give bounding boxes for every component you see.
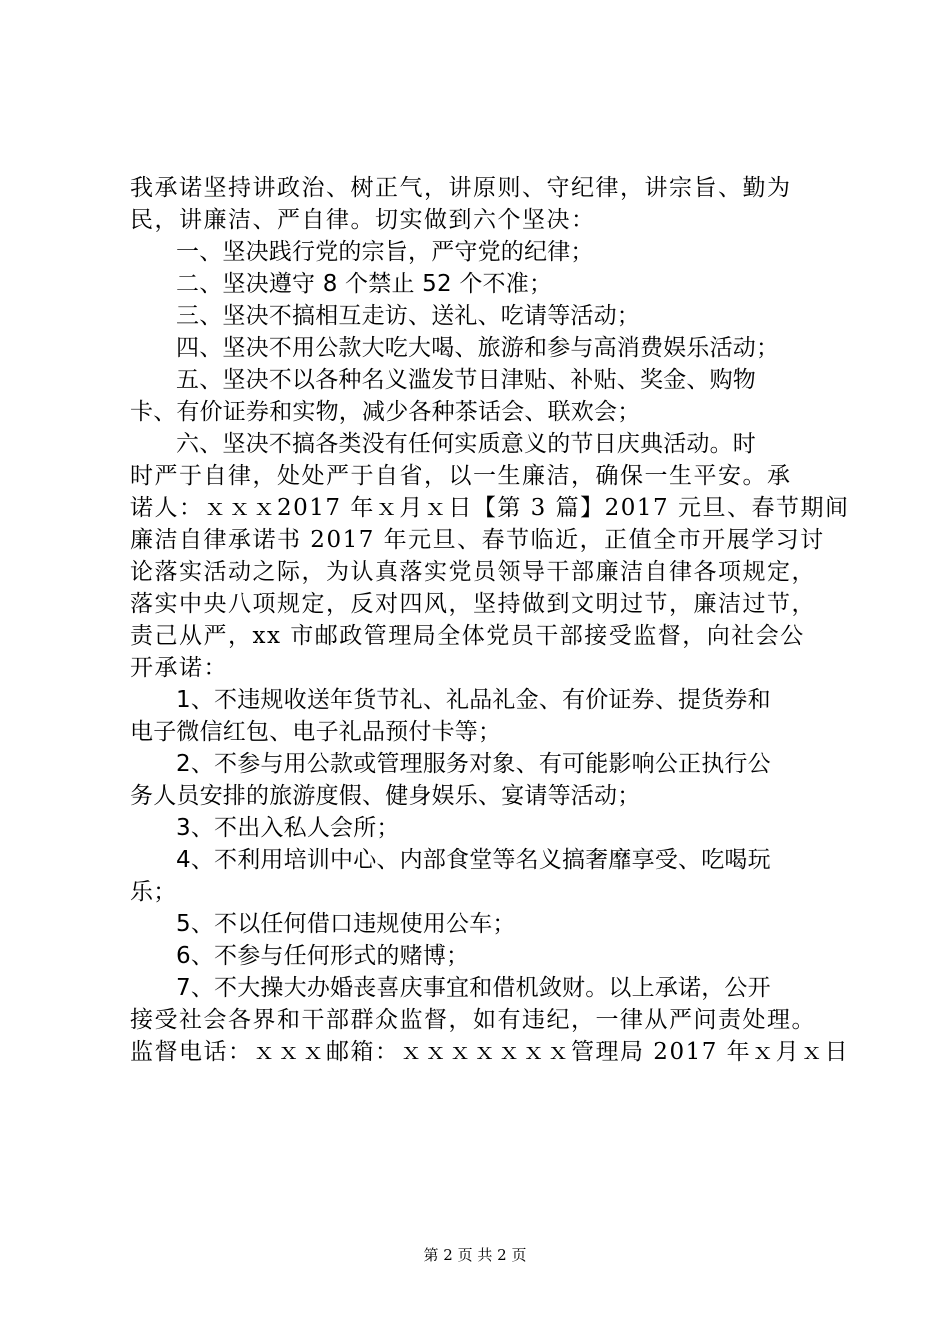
pledge-item-2: 二、坚决遵守 8 个禁止 52 个不准； — [176, 271, 553, 297]
body-line: 廉洁自律承诺书 2017 年元旦、春节临近，正值全市开展学习讨 — [130, 527, 825, 553]
commitment-item-4: 4、不利用培训中心、内部食堂等名义搞奢靡享受、吃喝玩 — [176, 847, 771, 873]
body-line: 诺人：ｘｘｘ2017 年ｘ月ｘ日【第 3 篇】2017 元旦、春节期间 — [130, 495, 850, 521]
body-line: 开承诺： — [130, 655, 228, 681]
commitment-item-6: 6、不参与任何形式的赌博； — [176, 943, 470, 969]
body-line: 论落实活动之际，为认真落实党员领导干部廉洁自律各项规定， — [130, 559, 816, 585]
body-line: 责己从严，xx 市邮政管理局全体党员干部接受监督，向社会公 — [130, 623, 805, 649]
commitment-item-7: 7、不大操大办婚丧喜庆事宜和借机敛财。以上承诺，公开 — [176, 975, 771, 1001]
body-line: 务人员安排的旅游度假、健身娱乐、宴请等活动； — [130, 783, 641, 809]
body-line: 接受社会各界和干部群众监督，如有违纪，一律从严问责处理。 — [130, 1007, 816, 1033]
pledge-item-6: 六、坚决不搞各类没有任何实质意义的节日庆典活动。时 — [176, 431, 756, 457]
commitment-item-1: 1、不违规收送年货节礼、礼品礼金、有价证券、提货券和 — [176, 687, 771, 713]
body-line: 民，讲廉洁、严自律。切实做到六个坚决： — [130, 207, 596, 233]
body-line: 时严于自律，处处严于自省，以一生廉洁，确保一生平安。承 — [130, 463, 792, 489]
body-line: 卡、有价证券和实物，减少各种茶话会、联欢会； — [130, 399, 641, 425]
document-body — [130, 172, 850, 1068]
commitment-item-2: 2、不参与用公款或管理服务对象、有可能影响公正执行公 — [176, 751, 771, 777]
body-line: 监督电话：ｘｘｘ邮箱：ｘｘｘｘｘｘｘ管理局 2017 年ｘ月ｘ日 — [130, 1039, 850, 1065]
pledge-item-5: 五、坚决不以各种名义滥发节日津贴、补贴、奖金、购物 — [176, 367, 756, 393]
body-line: 落实中央八项规定，反对四风，坚持做到文明过节，廉洁过节， — [130, 591, 816, 617]
pledge-item-1: 一、坚决践行党的宗旨，严守党的纪律； — [176, 239, 594, 265]
body-line: 电子微信红包、电子礼品预付卡等； — [130, 719, 502, 745]
body-line: 我承诺坚持讲政治、树正气，讲原则、守纪律，讲宗旨、勤为 — [130, 175, 792, 201]
commitment-item-5: 5、不以任何借口违规使用公车； — [176, 911, 516, 937]
page-footer: 第 2 页 共 2 页 — [423, 1246, 527, 1264]
commitment-item-3: 3、不出入私人会所； — [176, 815, 400, 841]
pledge-item-3: 三、坚决不搞相互走访、送礼、吃请等活动； — [176, 303, 640, 329]
pledge-item-4: 四、坚决不用公款大吃大喝、旅游和参与高消费娱乐活动； — [176, 335, 780, 361]
body-line: 乐； — [130, 879, 177, 905]
